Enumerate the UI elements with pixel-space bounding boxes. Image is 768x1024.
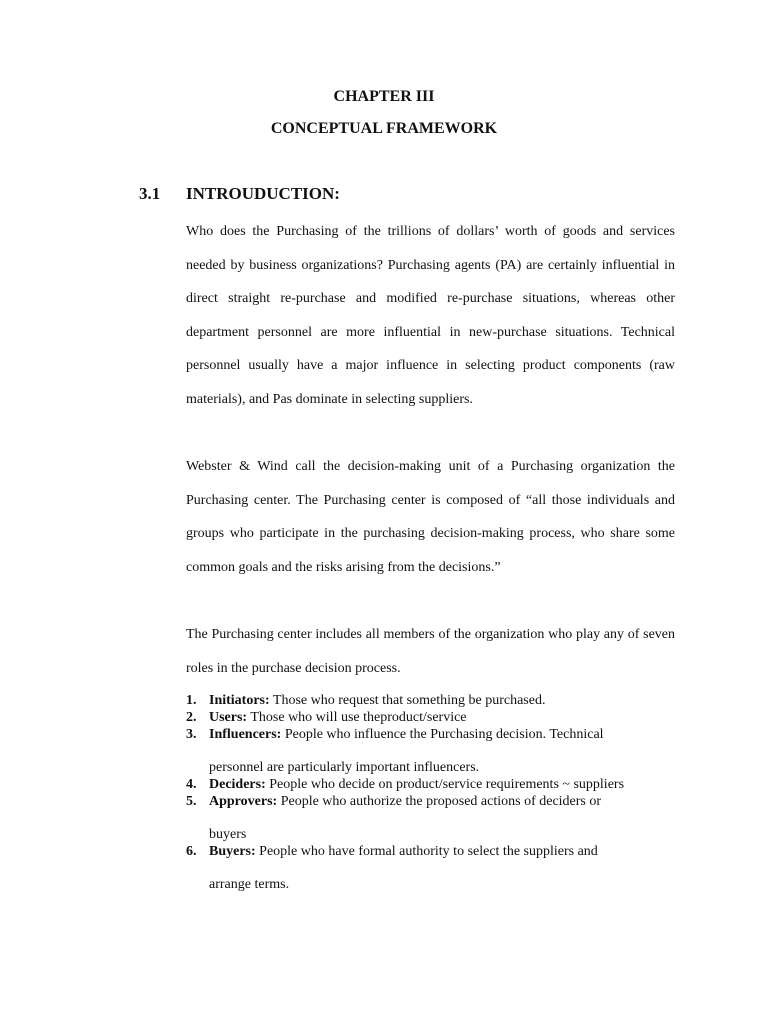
list-item <box>186 776 675 793</box>
list-number: 4. <box>186 777 197 792</box>
section-number: 3.1 <box>139 184 161 203</box>
list-item <box>186 793 675 843</box>
list-number: 6. <box>186 844 197 859</box>
role-term: Influencers: <box>209 727 282 742</box>
list-number: 2. <box>186 710 197 725</box>
role-description: People who authorize the proposed actions of deciders or <box>277 794 602 809</box>
role-term: Buyers: <box>209 844 256 859</box>
chapter-title: CHAPTER III <box>333 88 435 105</box>
role-term: Deciders: <box>209 777 266 792</box>
role-description: People who have formal authority to select the suppliers and <box>255 844 598 859</box>
role-description: Those who will use theproduct/service <box>247 710 467 725</box>
list-item <box>186 726 675 776</box>
paragraph-3: The Purchasing center includes all members of the organization who play any of seven roles in the purchase decision process. <box>186 627 675 676</box>
role-description-continued: personnel are particularly important influencers. <box>209 760 480 775</box>
roles-list <box>186 692 675 893</box>
role-description: Those who request that something be purchased. <box>269 693 546 708</box>
role-term: Approvers: <box>209 794 278 809</box>
chapter-subtitle: CONCEPTUAL FRAMEWORK <box>270 120 498 137</box>
role-description-continued: arrange terms. <box>209 877 290 892</box>
role-description-continued: buyers <box>209 827 247 842</box>
paragraph-1: Who does the Purchasing of the trillions of dollars’ worth of goods and services needed by business organizations? Purchasing agents (PA) are certainly influential in direct straight re-purchase and modified re-purchase situations, whereas other department personnel are more influential in new-purchase situations. Technical personnel usually have a major influence in selecting product components (raw materials), and Pas dominate in selecting suppliers. <box>186 224 675 407</box>
list-item <box>186 709 675 726</box>
section-title: INTROUDUCTION: <box>186 184 340 203</box>
role-description: People who influence the Purchasing decision. Technical <box>281 727 604 742</box>
role-description: People who decide on product/service requirements ~ suppliers <box>265 777 625 792</box>
list-number: 3. <box>186 727 197 742</box>
list-number: 1. <box>186 693 197 708</box>
list-number: 5. <box>186 794 197 809</box>
paragraph-2: Webster & Wind call the decision-making unit of a Purchasing organization the Purchasing center. The Purchasing center is composed of “all those individuals and groups who participate in the purchasing decision-making process, who share some common goals and the risks arising from the decisions.” <box>186 459 675 575</box>
role-term: Initiators: <box>209 693 270 708</box>
list-item <box>186 843 675 893</box>
role-term: Users: <box>209 710 248 725</box>
list-item <box>186 692 675 709</box>
